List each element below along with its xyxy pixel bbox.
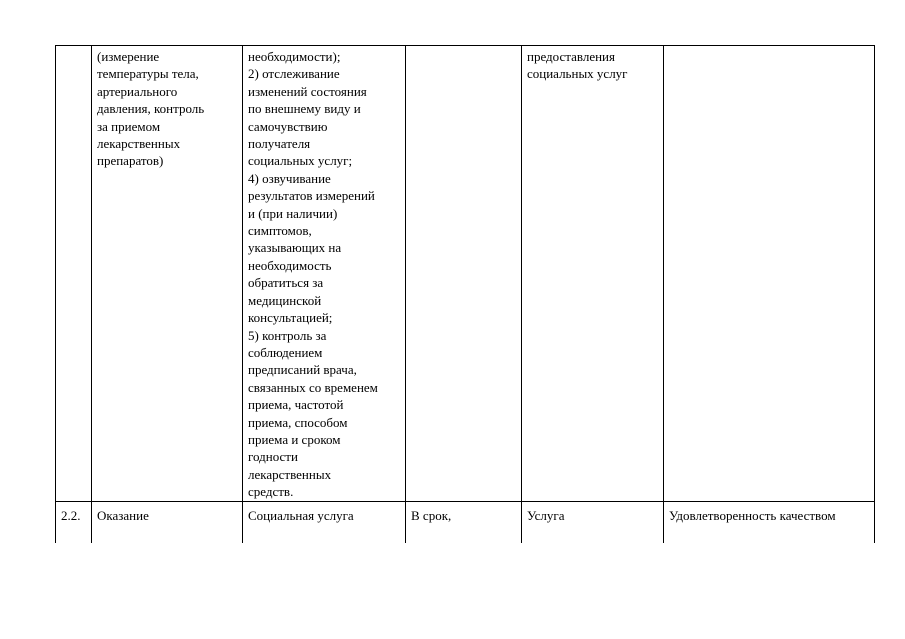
table-row-continuation [56,524,875,543]
service-quality-cell [664,46,875,502]
service-quality-cell: Удовлетворенность качеством [664,501,875,524]
services-table [55,45,875,543]
table-row [56,46,875,502]
table-row [56,501,875,524]
table-cell [664,524,875,543]
service-norm-cell: предоставления социальных услуг [522,46,664,502]
table-cell [92,524,243,543]
service-name-cell: Оказание [92,501,243,524]
service-name-cell: (измерение температуры тела, артериального давления, контроль за приемом лекарственных препаратов) [92,46,243,502]
row-number-cell [56,46,92,502]
table-cell [522,524,664,543]
table-cell [56,524,92,543]
service-description-cell: необходимости); 2) отслеживание изменений состояния по внешнему виду и самочувствию получателя социальных услуг; 4) озвучивание результатов измерений и (при наличии) симптомов, указывающих на необходимость обратиться за медицинской консультацией; 5) контроль за соблюдением предписаний врача, связанных со временем приема, частотой приема, способом приема и сроком годности лекарственных средств. [243,46,406,502]
service-description-cell: Социальная услуга [243,501,406,524]
service-term-cell: В срок, [406,501,522,524]
table-cell [406,524,522,543]
row-number-cell: 2.2. [56,501,92,524]
table-cell [243,524,406,543]
service-term-cell [406,46,522,502]
service-norm-cell: Услуга [522,501,664,524]
